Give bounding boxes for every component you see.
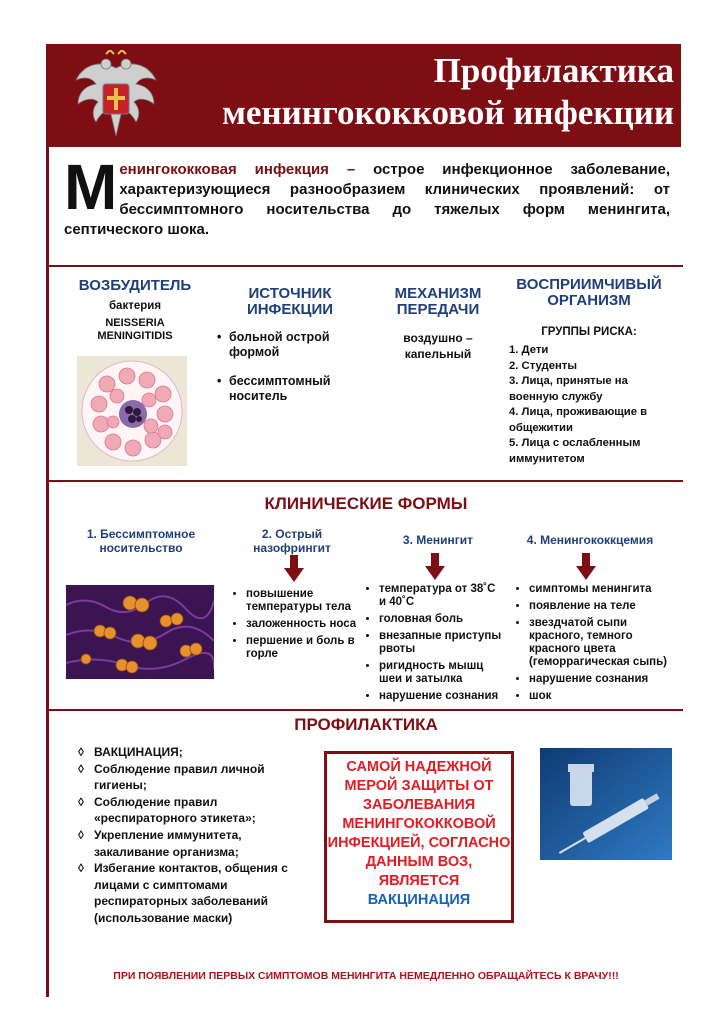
vaccination-highlight: ВАКЦИНАЦИЯ <box>367 892 471 908</box>
clinical-forms-title: КЛИНИЧЕСКИЕ ФОРМЫ <box>264 494 468 513</box>
source-heading-line2: ИНФЕКЦИИ <box>246 301 334 318</box>
divider <box>49 265 683 267</box>
source-heading-line1: ИСТОЧНИК <box>248 285 332 302</box>
list-item: • звездчатой сыпи красного, темного красного цвета (геморрагическая сыпь) <box>529 617 675 669</box>
list-item <box>78 794 298 827</box>
prevention-item-text: Укрепление иммунитета, закаливание организма; <box>94 827 242 859</box>
list-item: 1. Дети <box>509 344 549 356</box>
mechanism-text-line2: капельный <box>404 347 472 361</box>
prevention-title: ПРОФИЛАКТИКА <box>294 715 438 734</box>
list-item: • заложенность носа <box>246 618 357 631</box>
title-line-1: Профилактика <box>433 51 674 90</box>
arrow-down-icon <box>424 553 446 581</box>
list-item: • першение и боль в горле <box>246 635 357 661</box>
arrow-down-icon <box>283 555 305 583</box>
list-item <box>78 744 298 761</box>
intro-paragraph <box>64 151 670 240</box>
agent-genus: NEISSERIA <box>105 317 165 329</box>
list-item: 2. Студенты <box>509 359 577 372</box>
source-heading <box>225 286 355 318</box>
risk-groups-title: ГРУППЫ РИСКА: <box>541 326 637 338</box>
diamond-bullet-icon: ◊ <box>78 761 84 776</box>
list-item: • ригидность мышц шеи и затылка <box>379 660 505 686</box>
susceptible-heading <box>505 277 673 309</box>
list-item: • появление на теле <box>529 600 675 613</box>
divider <box>49 480 683 482</box>
form-4-heading: 4. Менингококкцемия <box>526 533 654 547</box>
diamond-bullet-icon: ◊ <box>78 861 84 876</box>
agent-subtitle: бактерия <box>108 300 162 312</box>
list-item: 5. Лица с ослабленным иммунитетом <box>509 437 641 465</box>
coat-of-arms-icon <box>70 50 162 144</box>
form-3-heading: 3. Менингит <box>402 533 474 547</box>
agent-heading: ВОЗБУДИТЕЛЬ <box>78 277 192 294</box>
who-recommendation-box <box>324 751 514 923</box>
form-1-line1: 1. Бессимптомное <box>86 527 196 541</box>
susceptible-heading-line1: ВОСПРИИМЧИВЫЙ <box>516 276 662 293</box>
diamond-bullet-icon: ◊ <box>78 745 84 759</box>
mechanism-heading-line2: ПЕРЕДАЧИ <box>396 301 480 318</box>
agent-species: MENINGITIDIS <box>97 330 173 342</box>
list-item: • шок <box>529 690 675 703</box>
intro-text: острое инфекционное заболевание, характеризующиеся разнообразием клинических проявлений: от бессимптомного носительства до тяжелых форм менингита, септического шока. <box>64 161 670 238</box>
list-item: • больной острой формой <box>217 330 330 359</box>
list-item <box>78 827 298 860</box>
vaccine-syringe-image <box>540 748 672 860</box>
form-2-line2: назофрингит <box>253 541 331 555</box>
source-list <box>217 330 357 404</box>
form-4-symptoms <box>515 583 675 707</box>
list-item: 4. Лица, проживающие в общежитии <box>509 406 648 434</box>
form-3-symptoms <box>365 583 505 707</box>
form-2-heading <box>232 527 352 555</box>
diamond-bullet-icon: ◊ <box>78 827 84 842</box>
left-border-line <box>46 44 49 997</box>
prevention-item-text: Избегание контактов, общения с лицами с симптомами респираторных заболеваний (использование маски) <box>94 861 288 925</box>
arrow-down-icon <box>575 553 597 581</box>
drop-cap: М <box>64 151 118 223</box>
page-title <box>222 50 674 134</box>
footer-warning: ПРИ ПОЯВЛЕНИИ ПЕРВЫХ СИМПТОМОВ МЕНИНГИТА НЕМЕДЛЕННО ОБРАЩАЙТЕСЬ К ВРАЧУ!!! <box>113 970 619 982</box>
list-item: • внезапные приступы рвоты <box>379 630 505 656</box>
prevention-list <box>78 744 298 927</box>
bacteria-microscope-image <box>77 356 187 466</box>
mechanism-text-line1: воздушно – <box>403 331 473 345</box>
prevention-item-text: ВАКЦИНАЦИЯ; <box>94 745 183 759</box>
bacteria-colony-image <box>66 585 214 679</box>
divider <box>49 709 683 711</box>
list-item: • бессимптомный носитель <box>217 374 331 403</box>
form-2-symptoms <box>232 588 357 665</box>
list-item: • нарушение сознания <box>529 673 675 686</box>
susceptible-heading-line2: ОРГАНИЗМ <box>547 292 631 309</box>
form-2-line1: 2. Острый <box>261 527 323 541</box>
source-item-text: больной острой формой <box>229 330 330 359</box>
intro-term: енингококковая инфекция – <box>119 161 356 178</box>
risk-groups-list <box>509 343 671 467</box>
form-1-line2: носительство <box>99 541 183 555</box>
list-item <box>78 860 298 926</box>
mechanism-heading-line1: МЕХАНИЗМ <box>394 285 482 302</box>
list-item: • головная боль <box>379 613 505 626</box>
prevention-item-text: Соблюдение правил «респираторного этикета»; <box>94 794 256 826</box>
list-item: • температура от 38˚С и 40˚С <box>379 583 505 609</box>
list-item: 3. Лица, принятые на военную службу <box>509 375 628 403</box>
title-line-2: менингококковой инфекции <box>222 93 674 132</box>
diamond-bullet-icon: ◊ <box>78 794 84 809</box>
list-item: • повышение температуры тела <box>246 588 357 614</box>
form-1-heading <box>66 527 216 555</box>
mechanism-text <box>380 330 496 362</box>
who-recommendation-text: САМОЙ НАДЕЖНОЙ МЕРОЙ ЗАЩИТЫ ОТ ЗАБОЛЕВАНИЯ МЕНИНГОКОККОВОЙ ИНФЕКЦИЕЙ, СОГЛАСНО ДАННЫМ ВОЗ, ЯВЛЯЕТСЯ <box>327 759 511 889</box>
mechanism-heading <box>380 286 496 318</box>
source-item-text: бессимптомный носитель <box>229 374 331 403</box>
list-item <box>78 761 298 794</box>
list-item: • нарушение сознания <box>379 690 505 703</box>
prevention-item-text: Соблюдение правил личной гигиены; <box>94 761 265 793</box>
list-item: • симптомы менингита <box>529 583 675 596</box>
